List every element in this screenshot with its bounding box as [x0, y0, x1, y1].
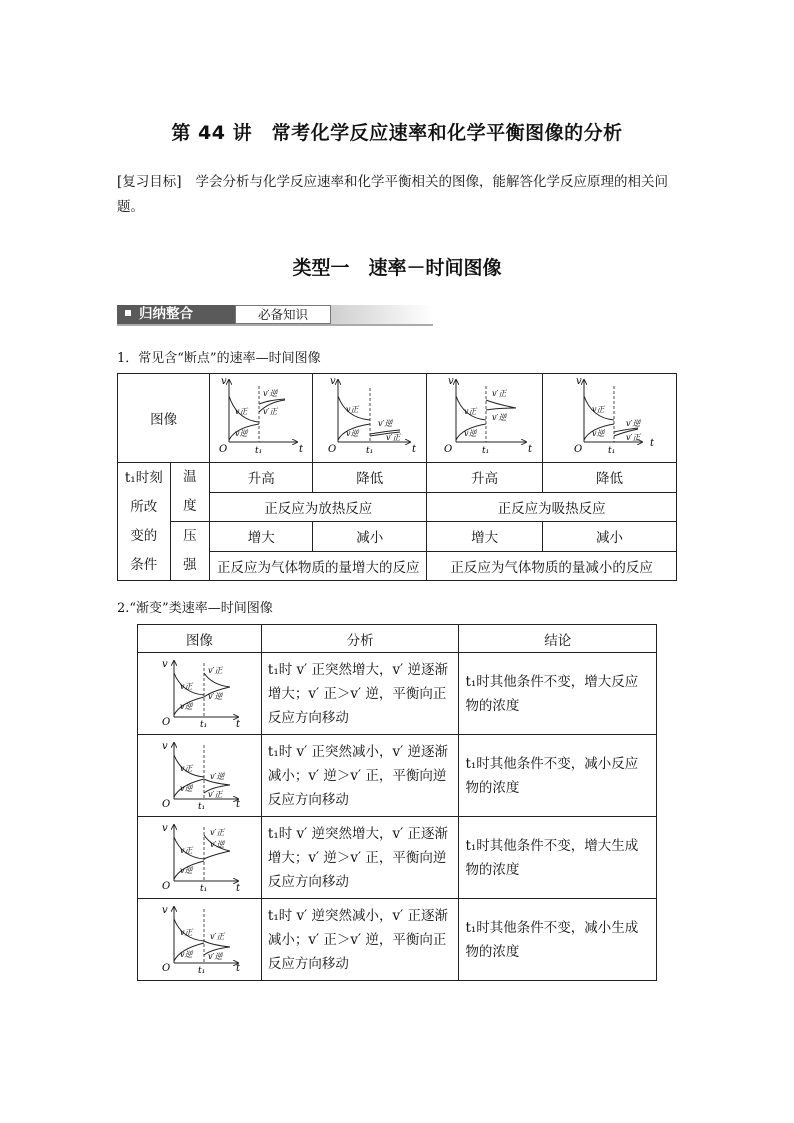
banner-left-text: 归纳整合 — [139, 306, 193, 322]
label-v-rev: v逆 — [463, 429, 477, 438]
label-v-rev: v逆 — [235, 429, 248, 438]
graph-cell — [138, 735, 262, 817]
conclusion-cell: t₁时其他条件不变，减小反应物的浓度 — [459, 735, 657, 817]
graph-pressure-rise — [430, 374, 540, 458]
graph-cell-3 — [427, 374, 543, 463]
section2-title: 2.“渐变”类速率—时间图像 — [117, 601, 273, 616]
label-vp-rev: v′逆 — [210, 771, 225, 781]
label-v-rev: v逆 — [345, 429, 359, 438]
t1-label: t₁ — [481, 446, 489, 456]
analysis-cell: t₁时 v′ 正突然增大，v′ 逆逐渐增大；v′ 正＞v′ 逆，平衡向正反应方向移动 — [261, 653, 459, 735]
graph-cell — [138, 817, 262, 899]
t1-label: t₁ — [200, 719, 208, 729]
t1-label: t₁ — [365, 446, 373, 456]
label-vp-rev: v′逆 — [208, 691, 223, 701]
axis-label-t: t — [236, 798, 241, 810]
temp-change-cell: 升高 — [210, 463, 313, 493]
axis-label-v: v — [221, 376, 227, 387]
origin-label: O — [327, 444, 336, 455]
origin-label: O — [443, 444, 452, 455]
axis-label-v: v — [575, 376, 582, 387]
temp-change-cell: 升高 — [427, 463, 543, 493]
row-label-line: t₁时刻 — [124, 469, 163, 486]
axis-label-t: t — [527, 444, 532, 455]
temp-condition-cell: 正反应为吸热反应 — [427, 492, 677, 522]
row-label-line: 变的 — [130, 527, 158, 544]
objective-tag: [复习目标] — [117, 174, 182, 190]
axis-label-v: v — [447, 376, 454, 387]
banner-fade — [331, 305, 433, 324]
graph-cell — [138, 899, 262, 981]
objective-text: 学会分析与化学反应速率和化学平衡相关的图像，能解答化学反应原理的相关问题。 — [117, 174, 669, 215]
label-v-rev: v逆 — [180, 865, 193, 875]
axis-label-v: v — [162, 904, 169, 916]
axis-label-t: t — [236, 962, 241, 974]
temperature-label-line: 温 — [183, 469, 197, 485]
graph-decrease-reactant — [154, 737, 244, 811]
temperature-label-line: 度 — [183, 498, 197, 514]
graph-increase-product — [154, 819, 244, 893]
label-vp-rev: v′逆 — [377, 419, 393, 428]
section1-title: 1．常见含“断点”的速率—时间图像 — [117, 351, 321, 366]
temp-change-cell: 降低 — [313, 463, 427, 493]
label-vp-rev: v′逆 — [625, 419, 640, 428]
label-v-fwd: v正 — [180, 845, 193, 855]
pres-change-cell: 增大 — [427, 522, 543, 552]
graph-temp-fall — [316, 374, 424, 458]
axis-label-v: v — [162, 740, 169, 752]
conclusion-cell: t₁时其他条件不变，减小生成物的浓度 — [459, 899, 657, 981]
origin-label: O — [219, 444, 228, 455]
breakpoint-table — [117, 373, 677, 581]
page-title: 第 44 讲 常考化学反应速率和化学平衡图像的分析 — [171, 122, 623, 144]
pres-condition-cell: 正反应为气体物质的量增大的反应 — [210, 551, 427, 581]
graph-cell-4 — [543, 374, 677, 463]
banner-light-label: 必备知识 — [235, 305, 331, 324]
graph-increase-reactant — [154, 655, 244, 729]
t1-label: t₁ — [198, 965, 206, 975]
type-title: 类型一 速率－时间图像 — [292, 257, 502, 279]
t1-label: t₁ — [198, 801, 206, 811]
label-v-fwd: v正 — [180, 763, 193, 773]
axis-label-v: v — [162, 658, 169, 670]
label-vp-fwd: v′正 — [625, 433, 640, 442]
label-vp-rev: v′逆 — [208, 951, 223, 961]
origin-label: O — [162, 716, 171, 728]
t1-label: t₁ — [607, 446, 615, 456]
temp-change-cell: 降低 — [543, 463, 677, 493]
axis-label-t: t — [299, 444, 304, 455]
origin-label: O — [573, 444, 582, 455]
t1-label: t₁ — [255, 446, 263, 456]
table1-header-image: 图像 — [118, 374, 210, 463]
axis-label-t: t — [411, 444, 416, 455]
label-v-fwd: v正 — [591, 405, 605, 414]
label-vp-rev: v′逆 — [210, 839, 225, 849]
axis-label-t: t — [649, 438, 654, 449]
pressure-label — [170, 522, 210, 581]
row-label-t1-condition — [118, 463, 171, 581]
label-v-rev: v逆 — [591, 429, 605, 438]
label-vp-fwd: v′正 — [491, 389, 506, 398]
square-bullet-icon — [125, 310, 131, 316]
banner-dark-label — [117, 305, 235, 324]
banner-underline — [117, 324, 433, 326]
pres-change-cell: 减小 — [543, 522, 677, 552]
conclusion-cell: t₁时其他条件不变，增大反应物的浓度 — [459, 653, 657, 735]
graph-cell — [138, 653, 262, 735]
row-label-line: 所改 — [130, 498, 158, 515]
label-v-fwd: v正 — [180, 681, 193, 691]
label-v-fwd: v正 — [180, 927, 193, 937]
header-analysis: 分析 — [261, 625, 459, 653]
label-vp-rev: v′逆 — [263, 389, 278, 398]
origin-label: O — [162, 798, 171, 810]
pressure-label-line: 强 — [183, 557, 197, 573]
graph-cell-1 — [210, 374, 313, 463]
axis-label-t: t — [236, 882, 241, 893]
axis-label-v: v — [329, 376, 336, 387]
section-banner — [117, 305, 433, 326]
label-v-fwd: v正 — [235, 407, 248, 416]
graph-cell-2 — [313, 374, 427, 463]
pres-condition-cell: 正反应为气体物质的量减小的反应 — [427, 551, 677, 581]
analysis-cell: t₁时 v′ 正突然减小，v′ 逆逐渐减小；v′ 逆＞v′ 正，平衡向逆反应方向移动 — [261, 735, 459, 817]
conclusion-cell: t₁时其他条件不变，增大生成物的浓度 — [459, 817, 657, 899]
analysis-cell: t₁时 v′ 逆突然增大，v′ 正逐渐增大；v′ 逆＞v′ 正，平衡向逆反应方向移动 — [261, 817, 459, 899]
origin-label: O — [162, 880, 171, 892]
pressure-label-line: 压 — [183, 528, 197, 544]
review-objective — [117, 170, 683, 220]
label-vp-fwd: v′正 — [208, 665, 223, 675]
pres-change-cell: 增大 — [210, 522, 313, 552]
header-conclusion: 结论 — [459, 625, 657, 653]
graph-temp-rise — [211, 374, 311, 458]
row-label-line: 条件 — [130, 556, 158, 573]
temp-condition-cell: 正反应为放热反应 — [210, 492, 427, 522]
label-v-rev: v逆 — [180, 949, 193, 959]
gradual-table — [137, 624, 657, 981]
label-vp-fwd: v′正 — [210, 931, 225, 941]
label-v-rev: v逆 — [180, 783, 193, 793]
pres-change-cell: 减小 — [313, 522, 427, 552]
label-v-rev: v逆 — [180, 701, 193, 711]
label-vp-fwd: v′正 — [210, 827, 225, 837]
label-v-fwd: v正 — [463, 407, 477, 416]
axis-label-t: t — [236, 718, 241, 729]
label-vp-fwd: v′正 — [208, 789, 223, 799]
origin-label: O — [162, 962, 171, 974]
t1-label: t₁ — [200, 883, 208, 893]
label-vp-fwd: v′正 — [385, 433, 401, 442]
analysis-cell: t₁时 v′ 逆突然减小，v′ 正逐渐减小；v′ 正＞v′ 逆，平衡向正反应方向移动 — [261, 899, 459, 981]
header-image: 图像 — [138, 625, 262, 653]
label-vp-fwd: v′正 — [263, 407, 278, 416]
graph-decrease-product — [154, 901, 244, 975]
temperature-label — [170, 463, 210, 522]
label-v-fwd: v正 — [345, 405, 359, 414]
axis-label-v: v — [162, 822, 169, 834]
label-vp-rev: v′逆 — [491, 413, 506, 422]
graph-pressure-fall — [550, 374, 670, 458]
